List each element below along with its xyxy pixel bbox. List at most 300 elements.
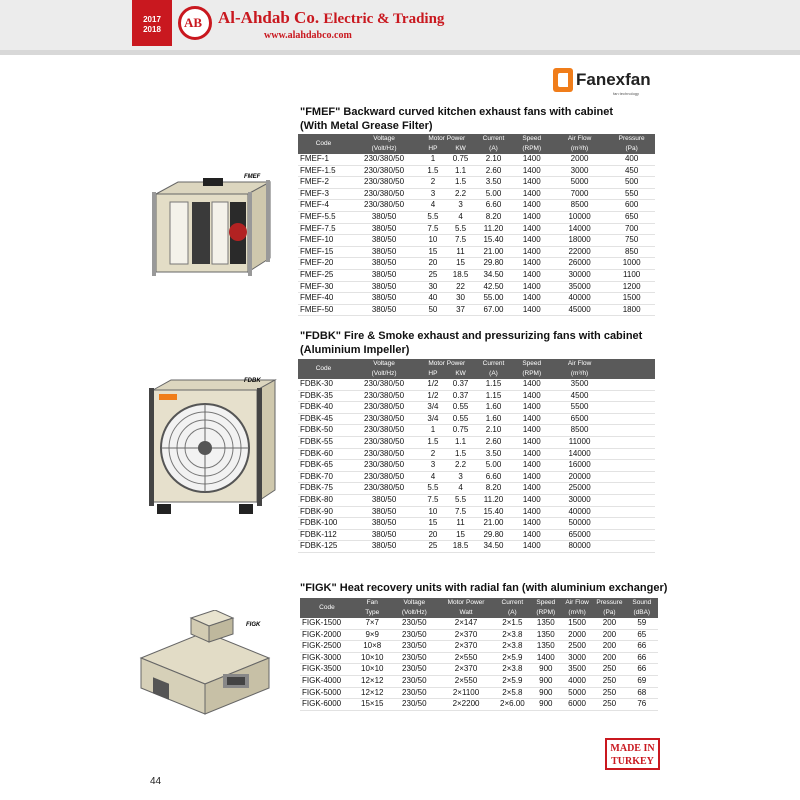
row-code-cell: FIGK-1500	[300, 618, 354, 629]
table-cell: 250	[593, 675, 625, 687]
table-cell: 200	[593, 618, 625, 629]
table-row	[298, 258, 655, 270]
table-cell: 15	[447, 258, 475, 270]
made-in-line2: TURKEY	[611, 756, 654, 767]
table-cell: 380/50	[349, 258, 419, 270]
table-cell: 200	[593, 652, 625, 664]
table-cell: 380/50	[349, 529, 419, 541]
table-cell: 2×550	[438, 652, 494, 664]
table-cell: 20	[419, 258, 447, 270]
table-cell: 10000	[551, 211, 608, 223]
table-cell: 30	[447, 293, 475, 305]
table-cell: 2×3.8	[494, 664, 531, 676]
table-cell: 12×12	[354, 675, 391, 687]
table-row	[298, 425, 655, 437]
col-airflow: Air Flow	[551, 134, 608, 144]
col-airflow: Air Flow	[551, 359, 608, 369]
table-cell: 29.80	[474, 529, 512, 541]
table-cell: 900	[531, 687, 561, 699]
col-airflow-unit: (m³/h)	[551, 369, 608, 379]
row-code-cell: FMEF-40	[298, 293, 349, 305]
table-cell: 1350	[531, 629, 561, 641]
table-row	[298, 402, 655, 414]
table-cell: 600	[608, 200, 655, 212]
row-code-cell: FDBK-35	[298, 390, 349, 402]
table-row	[298, 293, 655, 305]
row-code-cell: FMEF-4	[298, 200, 349, 212]
table-row	[298, 494, 655, 506]
year-bottom: 2018	[143, 25, 161, 34]
table-cell: 76	[626, 699, 658, 711]
table-row	[298, 448, 655, 460]
table-row	[298, 304, 655, 316]
table-header-row	[300, 608, 658, 618]
col-kw: KW	[447, 144, 475, 154]
table-cell: 380/50	[349, 211, 419, 223]
figk-image-tag: FIGK	[246, 622, 261, 628]
col-voltage: Voltage	[349, 134, 419, 144]
table-cell: 230/380/50	[349, 177, 419, 189]
table-cell: 1400	[513, 269, 551, 281]
col-watt: Watt	[438, 608, 494, 618]
figk-spec-table	[300, 598, 658, 711]
table-cell: 2×5.9	[494, 675, 531, 687]
table-cell: 1400	[513, 211, 551, 223]
table-cell: 50	[419, 304, 447, 316]
table-cell: 230/380/50	[349, 402, 419, 414]
table-cell: 80000	[551, 541, 608, 553]
table-cell: 55.00	[474, 293, 512, 305]
table-cell: 380/50	[349, 304, 419, 316]
fmef-spec-table	[298, 134, 655, 316]
row-code-cell: FMEF-10	[298, 235, 349, 247]
table-cell: 700	[608, 223, 655, 235]
table-cell: 65	[626, 629, 658, 641]
fmef-image-tag: FMEF	[244, 174, 261, 180]
company-website[interactable]: www.alahdabco.com	[264, 30, 352, 41]
table-cell: 4	[447, 483, 475, 495]
col-code: Code	[298, 134, 349, 154]
table-cell: 1400	[513, 402, 551, 414]
row-code-cell: FMEF-3	[298, 188, 349, 200]
table-cell: 3/4	[419, 402, 447, 414]
table-row	[298, 460, 655, 472]
table-cell: 2×370	[438, 641, 494, 653]
page-number: 44	[150, 776, 162, 787]
table-row	[298, 154, 655, 165]
table-cell: 1.5	[419, 165, 447, 177]
col-speed: Speed	[513, 134, 551, 144]
table-cell: 2×2200	[438, 699, 494, 711]
row-code-cell: FIGK-3000	[300, 652, 354, 664]
row-code-cell: FDBK-55	[298, 436, 349, 448]
table-cell: 6500	[551, 413, 608, 425]
table-cell: 7.5	[419, 223, 447, 235]
table-cell: 3.50	[474, 177, 512, 189]
table-cell: 21.00	[474, 518, 512, 530]
table-cell: 2.2	[447, 460, 475, 472]
table-cell: 5.5	[419, 483, 447, 495]
table-cell: 230/50	[391, 664, 438, 676]
table-cell: 2×3.8	[494, 629, 531, 641]
table-cell: 380/50	[349, 494, 419, 506]
row-code-cell: FDBK-125	[298, 541, 349, 553]
table-row	[298, 211, 655, 223]
table-cell: 1500	[561, 618, 593, 629]
table-row	[298, 165, 655, 177]
table-cell: 0.55	[447, 413, 475, 425]
table-cell: 8500	[551, 200, 608, 212]
row-code-cell: FIGK-6000	[300, 699, 354, 711]
table-cell: 2	[419, 177, 447, 189]
empty-cell	[608, 529, 655, 541]
table-cell: 11.20	[474, 223, 512, 235]
table-cell: 230/380/50	[349, 471, 419, 483]
table-cell: 230/380/50	[349, 460, 419, 472]
table-cell: 1400	[513, 425, 551, 437]
table-row	[300, 652, 658, 664]
table-row	[298, 518, 655, 530]
table-header-row	[298, 144, 655, 154]
table-cell: 850	[608, 246, 655, 258]
table-cell: 2.2	[447, 188, 475, 200]
table-cell: 11	[447, 518, 475, 530]
row-code-cell: FMEF-1.5	[298, 165, 349, 177]
empty-cell	[608, 390, 655, 402]
table-cell: 22000	[551, 246, 608, 258]
brand-name: Fanexfan	[576, 70, 651, 89]
table-cell: 5.5	[419, 211, 447, 223]
brand-logo	[553, 66, 655, 100]
table-cell: 40	[419, 293, 447, 305]
table-cell: 15	[419, 518, 447, 530]
empty-cell	[608, 379, 655, 390]
table-cell: 3	[447, 200, 475, 212]
table-cell: 2.10	[474, 154, 512, 165]
table-cell: 7.5	[419, 494, 447, 506]
made-in-turkey-stamp	[605, 738, 660, 770]
table-row	[298, 200, 655, 212]
table-cell: 4	[419, 200, 447, 212]
table-cell: 3.50	[474, 448, 512, 460]
table-row	[300, 629, 658, 641]
table-cell: 1.1	[447, 436, 475, 448]
year-top: 2017	[143, 15, 161, 24]
table-cell: 1400	[513, 258, 551, 270]
table-cell: 1.1	[447, 165, 475, 177]
empty-cell	[608, 413, 655, 425]
table-cell: 12×12	[354, 687, 391, 699]
table-cell: 230/380/50	[349, 436, 419, 448]
table-cell: 1400	[513, 246, 551, 258]
table-cell: 230/380/50	[349, 188, 419, 200]
made-in-line1: MADE IN	[610, 743, 655, 754]
table-cell: 1400	[513, 471, 551, 483]
table-cell: 450	[608, 165, 655, 177]
row-code-cell: FDBK-90	[298, 506, 349, 518]
row-code-cell: FDBK-100	[298, 518, 349, 530]
table-cell: 8.20	[474, 211, 512, 223]
table-cell: 3500	[551, 379, 608, 390]
table-cell: 7.5	[447, 506, 475, 518]
table-cell: 2×6.00	[494, 699, 531, 711]
col-motor-power: Motor Power	[438, 598, 494, 608]
table-cell: 66	[626, 652, 658, 664]
table-cell: 2000	[561, 629, 593, 641]
table-cell: 45000	[551, 304, 608, 316]
col-voltage: Voltage	[391, 598, 438, 608]
row-code-cell: FMEF-50	[298, 304, 349, 316]
col-voltage-unit: (Volt/Hz)	[349, 369, 419, 379]
table-row	[300, 675, 658, 687]
row-code-cell: FMEF-2	[298, 177, 349, 189]
table-cell: 7×7	[354, 618, 391, 629]
table-row	[298, 235, 655, 247]
company-name	[218, 8, 444, 28]
table-cell: 5000	[561, 687, 593, 699]
table-cell: 200	[593, 641, 625, 653]
table-cell: 3/4	[419, 413, 447, 425]
table-cell: 1	[419, 425, 447, 437]
table-cell: 1/2	[419, 390, 447, 402]
table-cell: 40000	[551, 293, 608, 305]
table-cell: 20	[419, 529, 447, 541]
col-current-unit: (A)	[474, 369, 512, 379]
table-cell: 0.75	[447, 425, 475, 437]
col-speed-unit: (RPM)	[513, 369, 551, 379]
table-cell: 5.00	[474, 188, 512, 200]
col-code: Code	[300, 598, 354, 618]
table-cell: 230/380/50	[349, 379, 419, 390]
row-code-cell: FDBK-112	[298, 529, 349, 541]
fdbk-spec-table	[298, 359, 655, 553]
table-cell: 3	[419, 188, 447, 200]
table-cell: 650	[608, 211, 655, 223]
col-airflow: Air Flow	[561, 598, 593, 608]
table-cell: 34.50	[474, 541, 512, 553]
col-sound-unit: (dBA)	[626, 608, 658, 618]
table-cell: 2.10	[474, 425, 512, 437]
col-code: Code	[298, 359, 349, 379]
row-code-cell: FIGK-2000	[300, 629, 354, 641]
table-cell: 380/50	[349, 246, 419, 258]
table-cell: 29.80	[474, 258, 512, 270]
table-cell: 30000	[551, 494, 608, 506]
table-cell: 4000	[561, 675, 593, 687]
fdbk-title: "FDBK" Fire & Smoke exhaust and pressurizing fans with cabinet	[300, 330, 643, 342]
table-cell: 380/50	[349, 281, 419, 293]
col-hp: HP	[419, 144, 447, 154]
table-cell: 26000	[551, 258, 608, 270]
company-logo-icon	[178, 6, 212, 40]
table-cell: 0.55	[447, 402, 475, 414]
table-cell: 10×10	[354, 652, 391, 664]
row-code-cell: FDBK-80	[298, 494, 349, 506]
table-cell: 2.60	[474, 436, 512, 448]
table-cell: 8500	[551, 425, 608, 437]
table-cell: 50000	[551, 518, 608, 530]
table-cell: 1800	[608, 304, 655, 316]
table-cell: 230/380/50	[349, 154, 419, 165]
table-cell: 3000	[551, 165, 608, 177]
brand-mark-icon	[553, 68, 573, 92]
empty-cell	[608, 518, 655, 530]
empty-cell	[608, 506, 655, 518]
row-code-cell: FDBK-30	[298, 379, 349, 390]
table-cell: 2×1100	[438, 687, 494, 699]
row-code-cell: FDBK-45	[298, 413, 349, 425]
table-cell: 2×5.9	[494, 652, 531, 664]
table-cell: 30000	[551, 269, 608, 281]
table-cell: 230/380/50	[349, 448, 419, 460]
table-cell: 1100	[608, 269, 655, 281]
table-cell: 230/50	[391, 641, 438, 653]
table-row	[298, 177, 655, 189]
row-code-cell: FMEF-30	[298, 281, 349, 293]
table-cell: 380/50	[349, 506, 419, 518]
table-cell: 900	[531, 664, 561, 676]
col-pressure-unit: (Pa)	[593, 608, 625, 618]
table-cell: 900	[531, 675, 561, 687]
table-cell: 11000	[551, 436, 608, 448]
table-row	[298, 269, 655, 281]
table-cell: 10×8	[354, 641, 391, 653]
table-cell: 1.5	[419, 436, 447, 448]
table-row	[300, 664, 658, 676]
table-cell: 1400	[513, 165, 551, 177]
row-code-cell: FDBK-60	[298, 448, 349, 460]
table-cell: 11	[447, 246, 475, 258]
table-cell: 1.5	[447, 448, 475, 460]
table-cell: 1400	[513, 541, 551, 553]
table-row	[298, 246, 655, 258]
table-cell: 500	[608, 177, 655, 189]
brand-tagline: fan technology	[613, 91, 640, 96]
table-cell: 10	[419, 506, 447, 518]
table-cell: 2×370	[438, 664, 494, 676]
company-name-rest: Electric & Trading	[323, 11, 445, 27]
table-cell: 5500	[551, 402, 608, 414]
table-cell: 1200	[608, 281, 655, 293]
table-cell: 2×370	[438, 629, 494, 641]
empty-cell	[608, 483, 655, 495]
table-cell: 1400	[513, 188, 551, 200]
col-airflow-unit: (m³/h)	[551, 144, 608, 154]
table-cell: 230/50	[391, 687, 438, 699]
table-cell: 250	[593, 664, 625, 676]
fmef-product-image	[148, 172, 278, 282]
table-cell: 0.75	[447, 154, 475, 165]
table-cell: 4	[447, 211, 475, 223]
table-cell: 1400	[513, 281, 551, 293]
row-code-cell: FMEF-25	[298, 269, 349, 281]
table-cell: 2×147	[438, 618, 494, 629]
table-cell: 380/50	[349, 541, 419, 553]
table-cell: 3500	[561, 664, 593, 676]
table-cell: 1.5	[447, 177, 475, 189]
table-cell: 1400	[513, 518, 551, 530]
table-cell: 6.60	[474, 200, 512, 212]
table-cell: 550	[608, 188, 655, 200]
table-cell: 20000	[551, 471, 608, 483]
table-cell: 1.60	[474, 402, 512, 414]
col-voltage-unit: (Volt/Hz)	[349, 144, 419, 154]
table-cell: 5.5	[447, 494, 475, 506]
col-fan-unit: Type	[354, 608, 391, 618]
table-row	[298, 483, 655, 495]
table-cell: 15	[419, 246, 447, 258]
table-cell: 1.15	[474, 390, 512, 402]
table-cell: 18.5	[447, 269, 475, 281]
fdbk-subtitle: (Aluminium Impeller)	[300, 344, 410, 356]
table-cell: 1.60	[474, 413, 512, 425]
table-cell: 65000	[551, 529, 608, 541]
table-cell: 7000	[551, 188, 608, 200]
table-row	[298, 379, 655, 390]
table-cell: 68	[626, 687, 658, 699]
table-cell: 230/380/50	[349, 413, 419, 425]
table-cell: 40000	[551, 506, 608, 518]
col-sound: Sound	[626, 598, 658, 608]
table-cell: 11.20	[474, 494, 512, 506]
table-cell: 8.20	[474, 483, 512, 495]
table-cell: 2500	[561, 641, 593, 653]
table-cell: 2×1.5	[494, 618, 531, 629]
col-fan: Fan	[354, 598, 391, 608]
empty-cell	[608, 402, 655, 414]
table-cell: 10	[419, 235, 447, 247]
table-cell: 1400	[513, 436, 551, 448]
row-code-cell: FDBK-70	[298, 471, 349, 483]
table-header-row	[298, 369, 655, 379]
row-code-cell: FMEF-15	[298, 246, 349, 258]
table-row	[298, 390, 655, 402]
table-cell: 1400	[513, 413, 551, 425]
table-cell: 42.50	[474, 281, 512, 293]
table-cell: 5.00	[474, 460, 512, 472]
col-speed: Speed	[531, 598, 561, 608]
table-cell: 1400	[513, 529, 551, 541]
row-code-cell: FIGK-5000	[300, 687, 354, 699]
table-cell: 22	[447, 281, 475, 293]
row-code-cell: FDBK-40	[298, 402, 349, 414]
table-cell: 15×15	[354, 699, 391, 711]
table-row	[300, 699, 658, 711]
table-cell: 1000	[608, 258, 655, 270]
table-cell: 3	[419, 460, 447, 472]
table-cell: 1/2	[419, 379, 447, 390]
table-cell: 6000	[561, 699, 593, 711]
empty-cell	[608, 460, 655, 472]
table-cell: 15.40	[474, 235, 512, 247]
table-row	[298, 506, 655, 518]
row-code-cell: FDBK-75	[298, 483, 349, 495]
table-cell: 7.5	[447, 235, 475, 247]
table-cell: 2.60	[474, 165, 512, 177]
row-code-cell: FIGK-4000	[300, 675, 354, 687]
table-row	[298, 281, 655, 293]
table-cell: 250	[593, 687, 625, 699]
table-cell: 15.40	[474, 506, 512, 518]
table-cell: 230/380/50	[349, 165, 419, 177]
figk-title: "FIGK" Heat recovery units with radial fan (with aluminium exchanger)	[300, 582, 668, 594]
header-stripe	[0, 50, 800, 55]
table-cell: 9×9	[354, 629, 391, 641]
table-cell: 1350	[531, 641, 561, 653]
table-row	[300, 641, 658, 653]
col-pressure-unit: (Pa)	[608, 144, 655, 154]
col-pressure: Pressure	[593, 598, 625, 608]
